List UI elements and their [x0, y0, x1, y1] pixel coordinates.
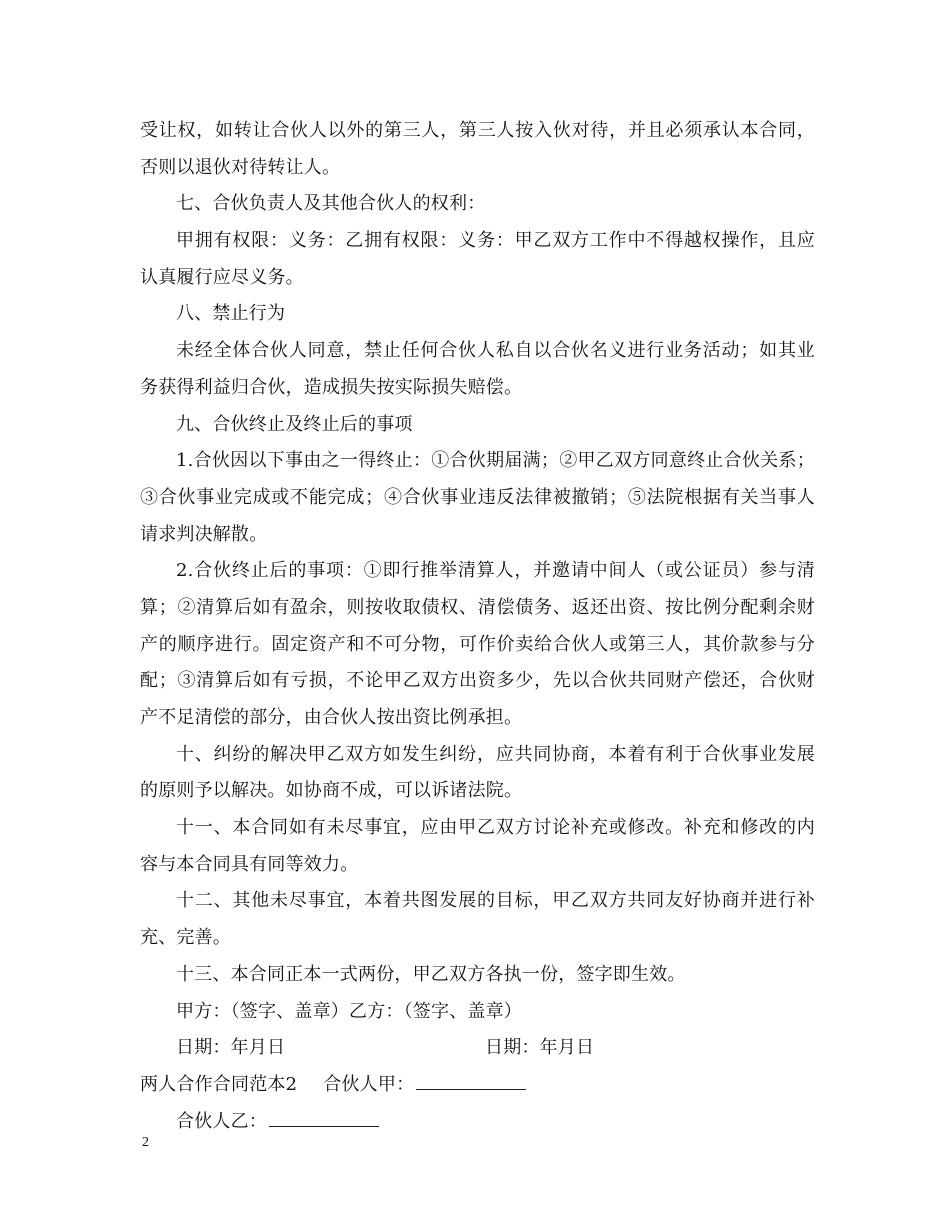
paragraph-line: ③合伙事业完成或不能完成；④合伙事业违反法律被撤销；⑤法院根据有关当事人 — [140, 486, 815, 508]
paragraph-line: 产的顺序进行。固定资产和不可分物，可作价卖给合伙人或第三人，其价款参与分 — [140, 633, 815, 655]
paragraph-line: 否则以退伙对待转让人。 — [140, 156, 341, 178]
partner-b-label: 合伙人乙： — [176, 1110, 267, 1132]
date-row — [140, 1030, 815, 1067]
paragraph-line: 受让权，如转让合伙人以外的第三人，第三人按入伙对待，并且必须承认本合同， — [140, 120, 815, 141]
section-heading: 八、禁止行为 — [176, 303, 286, 325]
partner-b-row — [140, 1104, 815, 1141]
date-left: 日期：年月日 — [176, 1037, 286, 1059]
paragraph-line: 十三、本合同正本一式两份，甲乙双方各执一份，签字即生效。 — [176, 963, 686, 985]
paragraph-line: 容与本合同具有同等效力。 — [140, 853, 359, 875]
partner-a-blank — [416, 1067, 526, 1090]
partner-b-blank — [269, 1104, 379, 1127]
section-heading: 七、合伙负责人及其他合伙人的权利： — [176, 193, 486, 215]
document-body — [140, 113, 815, 1140]
paragraph-line: 配；③清算后如有亏损，不论甲乙双方出资多少，先以合伙共同财产偿还，合伙财 — [140, 670, 815, 692]
paragraph-line: 未经全体合伙人同意，禁止任何合伙人私自以合伙名义进行业务活动；如其业 — [176, 340, 815, 362]
paragraph-line: 充、完善。 — [140, 927, 231, 949]
sample-title-row — [140, 1067, 815, 1104]
paragraph-line: 1.合伙因以下事由之一得终止：①合伙期届满；②甲乙双方同意终止合伙关系； — [176, 450, 815, 472]
paragraph-line: 十二、其他未尽事宜，本着共图发展的目标，甲乙双方共同友好协商并进行补 — [176, 890, 815, 912]
signature-line: 甲方：（签字、盖章）乙方：（签字、盖章） — [176, 1000, 522, 1022]
paragraph-line: 产不足清偿的部分，由合伙人按出资比例承担。 — [140, 707, 523, 728]
section-heading: 九、合伙终止及终止后的事项 — [176, 413, 413, 435]
paragraph-line: 十一、本合同如有未尽事宜，应由甲乙双方讨论补充或修改。补充和修改的内 — [176, 817, 815, 839]
date-right: 日期：年月日 — [485, 1037, 595, 1059]
paragraph-line: 认真履行应尽义务。 — [140, 266, 304, 288]
paragraph-line: 甲拥有权限：义务：乙拥有权限：义务：甲乙双方工作中不得越权操作，且应 — [176, 230, 815, 252]
paragraph-line: 请求判决解散。 — [140, 523, 268, 545]
paragraph-line: 十、纠纷的解决甲乙双方如发生纠纷，应共同协商，本着有利于合伙事业发展 — [176, 743, 815, 765]
paragraph-line: 的原则予以解决。如协商不成，可以诉诸法院。 — [140, 780, 523, 802]
paragraph-line: 务获得利益归合伙，造成损失按实际损失赔偿。 — [140, 376, 523, 398]
partner-a-label: 合伙人甲： — [323, 1073, 415, 1095]
page-number: 2 — [142, 1135, 149, 1150]
paragraph-line: 2.合伙终止后的事项：①即行推举清算人，并邀请中间人（或公证员）参与清 — [176, 560, 815, 582]
paragraph-line: 算；②清算后如有盈余，则按收取债权、清偿债务、返还出资、按比例分配剩余财 — [140, 596, 815, 618]
sample-title: 两人合作合同范本2 — [140, 1073, 298, 1095]
